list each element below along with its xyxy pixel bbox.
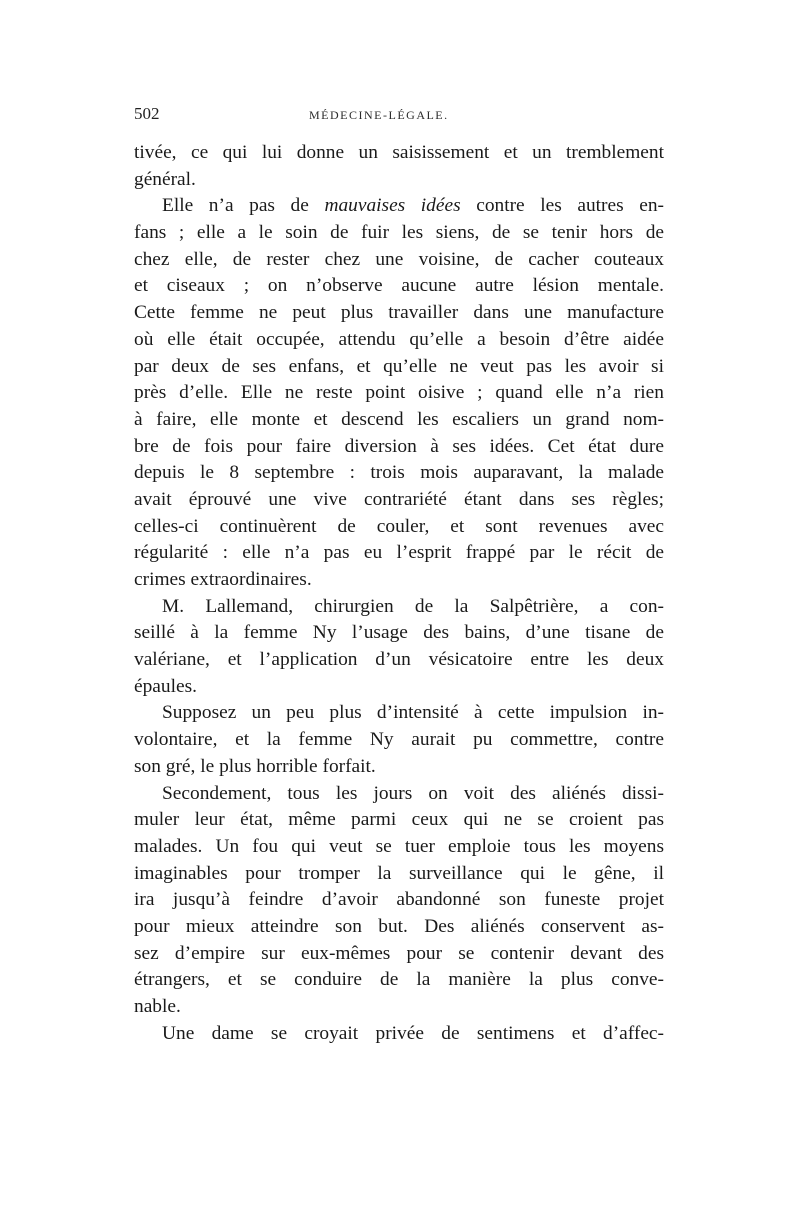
text-line: valériane, et l’application d’un vésicatoire entre les deux [134,649,664,671]
text-line: Cette femme ne peut plus travailler dans une manufacture [134,302,664,324]
text-line: Une dame se croyait privée de sentimens et d’affec- [162,1022,664,1044]
text-line: par deux de ses enfans, et qu’elle ne veut pas les avoir si [134,355,664,377]
text-line: imaginables pour tromper la surveillance qui le gêne, il [134,862,664,884]
book-page [134,100,664,1060]
text-segment: Elle n’a pas de [162,195,325,217]
text-line: malades. Un fou qui veut se tuer emploie tous les moyens [134,835,664,857]
text-line: Supposez un peu plus d’intensité à cette impulsion in- [162,702,664,724]
text-line: où elle était occupée, attendu qu’elle a besoin d’être aidée [134,328,664,350]
text-segment: contre les autres en- [460,195,664,217]
text-line: étrangers, et se conduire de la manière la plus conve- [134,969,664,991]
text-line: seillé à la femme Ny l’usage des bains, d’une tisane de [134,622,664,644]
running-head: MÉDECINE-LÉGALE. [309,108,449,122]
page-number: 502 [134,104,160,123]
text-line: avait éprouvé une vive contrariété étant dans ses règles; [134,488,664,510]
text-line: tivée, ce qui lui donne un saisissement et un tremblement [134,142,664,163]
text-line: sez d’empire sur eux-mêmes pour se contenir devant des [134,942,664,964]
text-line: son gré, le plus horrible forfait. [134,755,376,777]
text-line: volontaire, et la femme Ny aurait pu commettre, contre [134,729,664,751]
text-line: Secondement, tous les jours on voit des aliénés dissi- [162,782,664,804]
text-line: épaules. [134,675,197,697]
text-line: nable. [134,996,181,1017]
text-line: pour mieux atteindre son but. Des aliénés conservent as- [134,915,664,937]
text-line: crimes extraordinaires. [134,569,312,590]
text-line: bre de fois pour faire diversion à ses idées. Cet état dure [134,435,664,457]
text-line: chez elle, de rester chez une voisine, de cacher couteaux [134,248,664,270]
body-text [134,140,664,1047]
page-header [134,100,664,128]
text-line: fans ; elle a le soin de fuir les siens, de se tenir hors de [134,222,664,244]
text-line: général. [134,168,196,190]
text-line: régularité : elle n’a pas eu l’esprit frappé par le récit de [134,542,664,564]
text-line: ira jusqu’à feindre d’avoir abandonné son funeste projet [134,889,664,911]
italic-phrase: mauvaises idées [324,195,461,217]
text-line: et ciseaux ; on n’observe aucune autre lésion mentale. [134,275,664,297]
text-line: muler leur état, même parmi ceux qui ne se croient pas [134,809,664,831]
text-line [134,193,664,220]
text-line: depuis le 8 septembre : trois mois auparavant, la malade [134,462,664,484]
text-line: à faire, elle monte et descend les escaliers un grand nom- [134,408,664,430]
text-line: celles-ci continuèrent de couler, et sont revenues avec [134,515,664,537]
text-line: M. Lallemand, chirurgien de la Salpêtrière, a con- [162,595,664,617]
text-line: près d’elle. Elle ne reste point oisive ; quand elle n’a rien [134,382,664,404]
